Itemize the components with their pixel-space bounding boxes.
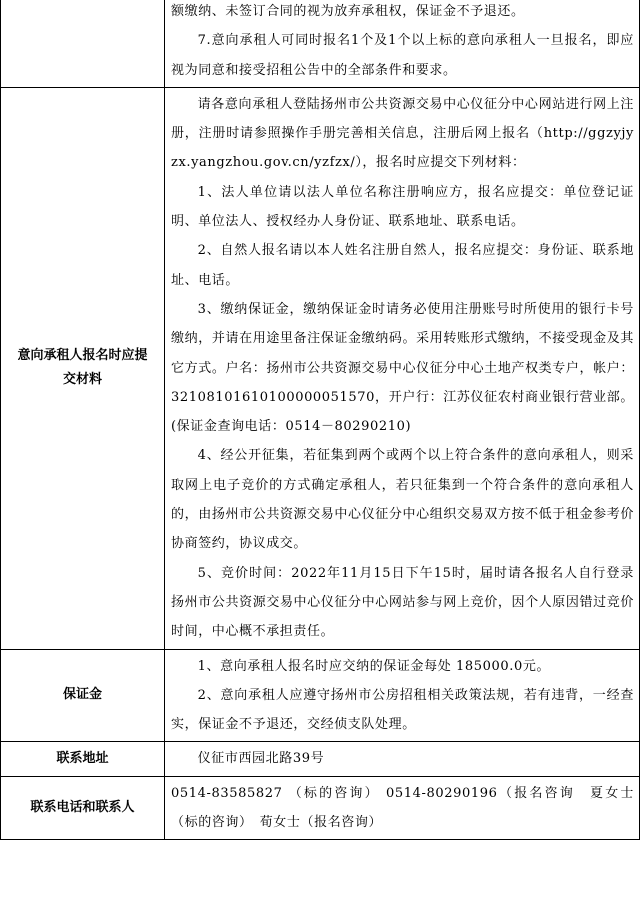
contact-content	[165, 776, 640, 840]
materials-content	[165, 87, 640, 649]
terms-label	[1, 0, 165, 87]
contact-label: 联系电话和联系人	[1, 776, 165, 840]
deposit-paragraph: 2、意向承租人应遵守扬州市公房招租相关政策法规，若有违背，一经查实，保证金不予退还，交经侦支队处理。	[171, 687, 634, 733]
address-value: 仪征市西园北路39号	[197, 751, 325, 767]
materials-row	[1, 87, 640, 649]
terms-row	[1, 0, 640, 87]
terms-paragraph: 额缴纳、未签订合同的视为放弃承租权，保证金不予退还。	[171, 4, 525, 19]
materials-paragraph: 3、缴纳保证金，缴纳保证金时请务必使用注册账号时所使用的银行卡号缴纳，并请在用途里备注保证金缴纳码。采用转账形式缴纳，不接受现金及其它方式。户名：扬州市公共资源交易中心仪征分中心土地产权类专户，帐户：32108101610100000051570，开户行：江苏仪征农村商业银行营业部。(保证金查询电话：0514－80290210)	[171, 301, 634, 435]
deposit-paragraph: 1、意向承租人报名时应交纳的保证金每处 185000.0元。	[197, 658, 551, 674]
materials-paragraph: 请各意向承租人登陆扬州市公共资源交易中心仪征分中心网站进行网上注册，注册时请参照操作手册完善相关信息，注册后网上报名（http://ggzyjyzx.yangzhou.gov.cn/yzfzx/），报名时应提交下列材料：	[171, 96, 634, 171]
materials-label-text: 意向承租人报名时应提交材料	[17, 348, 148, 388]
materials-label	[1, 87, 165, 649]
materials-paragraph: 2、自然人报名请以本人姓名注册自然人，报名应提交：身份证、联系地址、电话。	[171, 243, 634, 288]
deposit-label: 保证金	[1, 649, 165, 742]
terms-content	[165, 0, 640, 87]
materials-paragraph: 5、竞价时间：2022年11月15日下午15时，届时请各报名人自行登录扬州市公共资源交易中心仪征分中心网站参与网上竞价，因个人原因错过竞价时间，中心概不承担责任。	[171, 565, 634, 640]
address-label: 联系地址	[1, 742, 165, 776]
terms-paragraph: 7.意向承租人可同时报名1个及1个以上标的意向承租人一旦报名，即应视为同意和接受招租公告中的全部条件和要求。	[171, 33, 634, 78]
deposit-content	[165, 649, 640, 742]
address-row	[1, 742, 640, 776]
contact-value: 0514-83585827 （标的咨询） 0514-80290196（报名咨询 夏女士（标的咨询） 荀女士（报名咨询）	[171, 785, 634, 831]
address-content	[165, 742, 640, 776]
materials-paragraph: 1、法人单位请以法人单位名称注册响应方，报名应提交：单位登记证明、单位法人、授权经办人身份证、联系地址、联系电话。	[171, 184, 634, 230]
contact-row	[1, 776, 640, 840]
deposit-row	[1, 649, 640, 742]
materials-paragraph: 4、经公开征集，若征集到两个或两个以上符合条件的意向承租人，则采取网上电子竞价的方式确定承租人，若只征集到一个符合条件的意向承租人的，由扬州市公共资源交易中心仪征分中心组织交易双方按不低于租金参考价协商签约，协议成交。	[171, 448, 634, 552]
